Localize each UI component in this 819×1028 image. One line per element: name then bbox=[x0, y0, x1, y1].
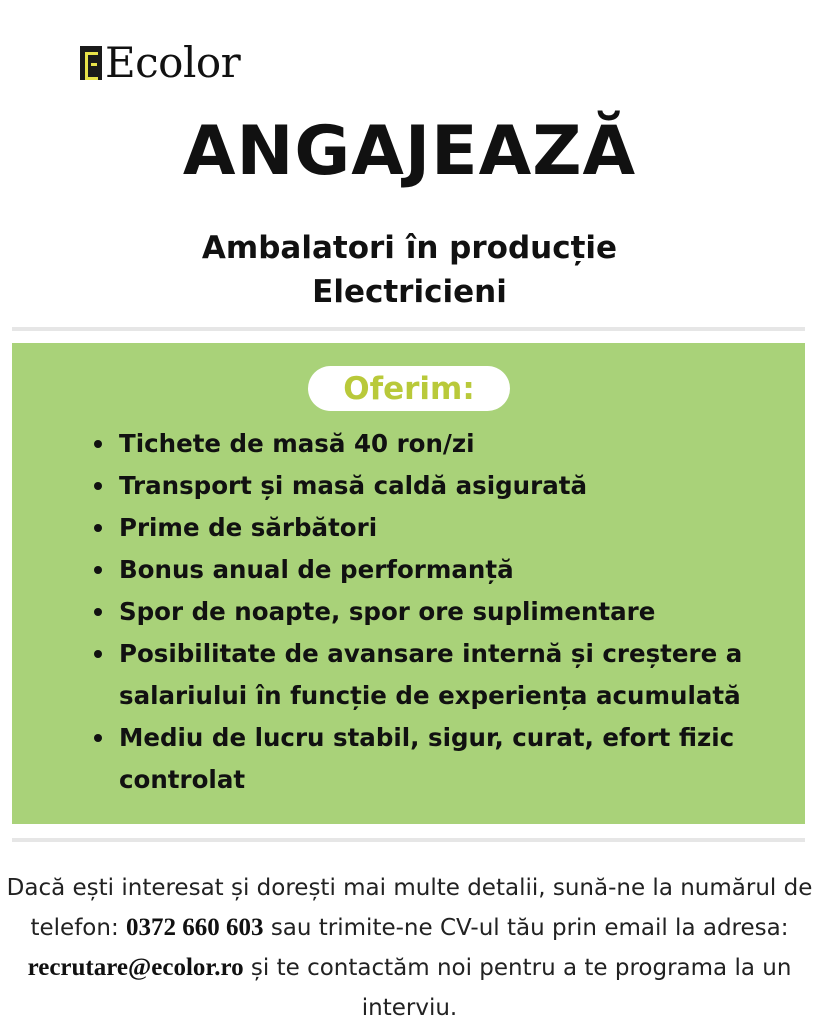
benefit-text: Prime de sărbători bbox=[119, 513, 378, 542]
list-item bbox=[92, 423, 792, 465]
logo-text: Ecolor bbox=[105, 38, 241, 87]
ecolor-logo-icon bbox=[80, 46, 102, 80]
benefits-panel bbox=[12, 343, 805, 824]
offer-label: Oferim: bbox=[308, 366, 510, 411]
benefit-text: Posibilitate de avansare internă și creștere a salariului în funcție de experiența acumulată bbox=[119, 639, 743, 710]
bullet-icon bbox=[94, 482, 102, 490]
list-item bbox=[92, 507, 792, 549]
job-positions bbox=[0, 226, 819, 314]
list-item bbox=[92, 633, 792, 717]
bullet-icon bbox=[94, 734, 102, 742]
bullet-icon bbox=[94, 524, 102, 532]
email-address: recrutare@ecolor.ro bbox=[27, 954, 244, 981]
position-electricians: Electricieni bbox=[312, 274, 507, 310]
benefit-text: Bonus anual de performanță bbox=[119, 555, 514, 584]
benefits-list bbox=[92, 423, 792, 801]
list-item bbox=[92, 465, 792, 507]
bullet-icon bbox=[94, 566, 102, 574]
bullet-icon bbox=[94, 650, 102, 658]
headline: ANGAJEAZĂ bbox=[182, 112, 637, 191]
contact-text-middle: sau trimite-ne CV-ul tău prin email la adresa: bbox=[263, 915, 789, 941]
list-item bbox=[92, 549, 792, 591]
bullet-icon bbox=[94, 440, 102, 448]
divider-top bbox=[12, 327, 805, 331]
position-packers: Ambalatori în producție bbox=[201, 230, 618, 266]
benefit-text: Transport și masă caldă asigurată bbox=[119, 471, 587, 500]
ecolor-logo bbox=[80, 38, 240, 88]
phone-number: 0372 660 603 bbox=[126, 914, 264, 941]
contact-text-end: și te contactăm noi pentru a te programa la un interviu. bbox=[243, 955, 792, 1021]
list-item bbox=[92, 591, 792, 633]
benefit-text: Tichete de masă 40 ron/zi bbox=[119, 429, 475, 458]
benefit-text: Spor de noapte, spor ore suplimentare bbox=[119, 597, 656, 626]
contact-text-intro: Dacă ești interesat și dorești mai multe detalii, sună-ne la numărul de telefon: bbox=[6, 875, 813, 941]
divider-bottom bbox=[12, 838, 805, 842]
contact-info bbox=[0, 868, 819, 1028]
list-item bbox=[92, 717, 792, 801]
benefit-text: Mediu de lucru stabil, sigur, curat, efort fizic controlat bbox=[119, 723, 735, 794]
bullet-icon bbox=[94, 608, 102, 616]
